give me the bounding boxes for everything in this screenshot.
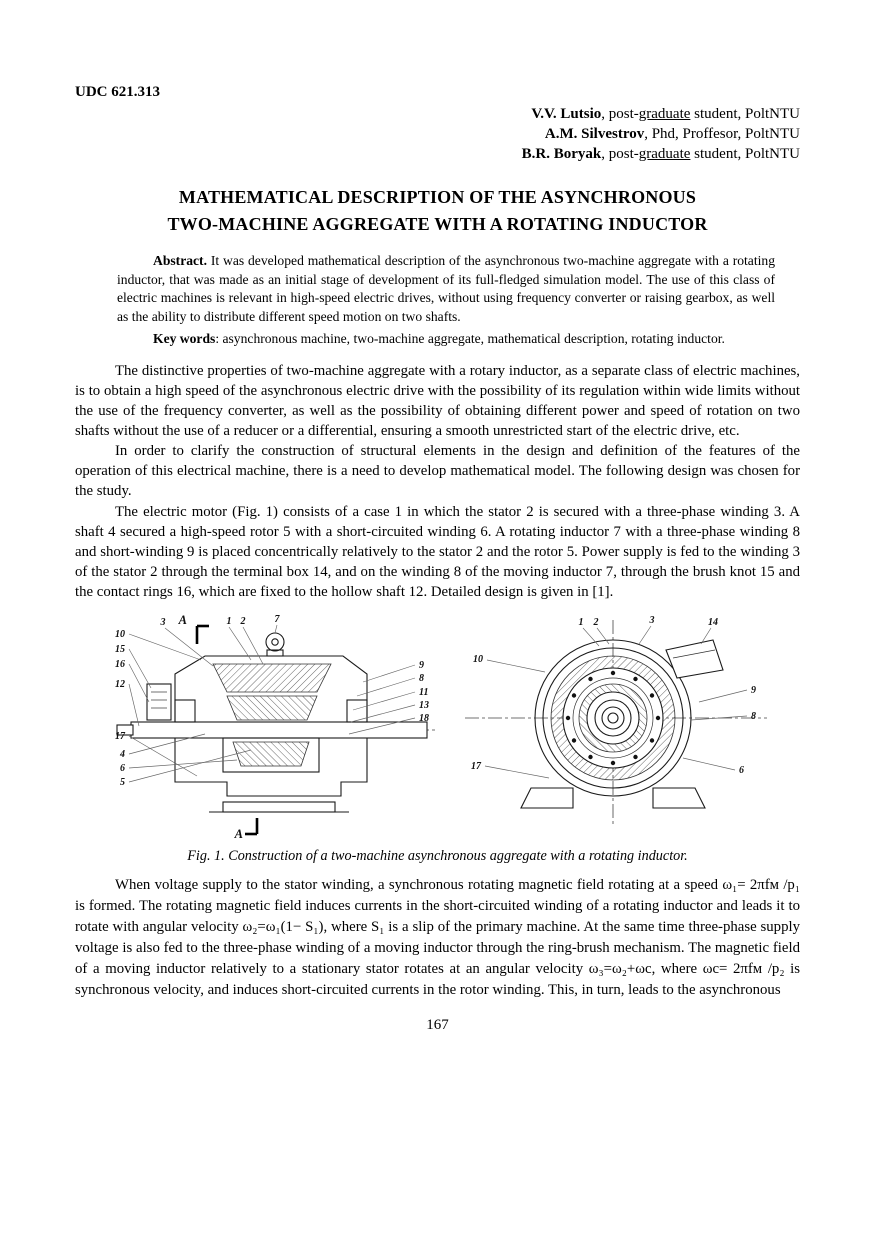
abstract-paragraph [117, 252, 775, 326]
figure-label: 15 [114, 644, 125, 656]
paper-title [85, 184, 790, 238]
author-affiliation: student, PoltNTU [690, 106, 800, 122]
figure-label: 2 [240, 616, 245, 628]
inductor-winding-hatch [227, 696, 317, 720]
figure-label: 1 [226, 616, 231, 628]
figure-label: 11 [418, 687, 428, 699]
figure-label: 8 [418, 673, 424, 685]
bearing-left [175, 700, 195, 722]
rotor-winding-hatch [233, 742, 309, 766]
author-affiliation: , post- [601, 145, 639, 162]
lifting-ring [266, 633, 284, 651]
brush-block [147, 684, 171, 720]
figure-label: 12 [114, 679, 125, 691]
figure-label: 4 [119, 749, 125, 761]
figure-label: 6 [738, 765, 744, 777]
body-paragraph-4: When voltage supply to the stator winding, a synchronous rotating magnetic field rotating at a speed ω₁= 2πfм /p₁ is formed. The rotating magnetic field induces currents in the short-circuited winding of a rotating inductor and leads it to rotate with angular velocity ω₂=ω₁(1− S₁), where S₁ is a slip of the primary machine. At the same time three-phase supply voltage is also fed to the three-phase winding of a moving inductor through the ring-brush mechanism. The magnetic field of a moving inductor relatively to a stationary stator rotates at an angular velocity ω₃=ω₂+ωс, where ωс= 2πfм /p₂ is synchronous velocity, and induces short-circuited currents in the rotor winding. This, in turn, leads to the asynchronous [75, 877, 800, 999]
author-affiliation: , Phd, Proffesor, PoltNTU [644, 125, 800, 142]
figure-label: 1 [578, 617, 583, 629]
body-paragraph-3: The electric motor (Fig. 1) consists of a case 1 in which the stator 2 is secured with a three-phase winding 3. A shaft 4 secured a high-speed rotor 5 with a short-circuited winding 6. A rotating inductor 7 with a three-phase winding 8 and short-winding 9 is placed concentrically relatively to the stator 2 and the rotor 5. Power supply is fed to the winding 3 of the stator 2 through the terminal box 14, and on the winding 8 of the moving inductor 7, through the brush knot 15 and the contact rings 16, which are fixed to the hollow shaft 12. Detailed design is given in [1]. [75, 503, 800, 601]
figure-left-section-view [105, 612, 445, 840]
author-affiliation: , post- [601, 106, 639, 122]
lifting-ring-hole [271, 639, 277, 645]
keywords-label: Key words [153, 331, 216, 347]
figure-label: 16 [114, 659, 125, 671]
author-line [75, 125, 800, 145]
keywords-text: : asynchronous machine, two-machine aggregate, mathematical description, rotating inductor. [215, 331, 725, 347]
figure-label: 14 [707, 617, 718, 629]
page-number: 167 [426, 1017, 449, 1034]
keywords-paragraph [75, 330, 775, 348]
figure-label: 5 [119, 777, 125, 789]
figure-label: 13 [418, 700, 429, 712]
author-block [75, 105, 800, 164]
figure-label: 9 [750, 685, 756, 697]
figure-label: 3 [649, 615, 654, 627]
figure-label: 17 [470, 761, 481, 773]
figure-caption: Fig. 1. Construction of a two-machine asynchronous aggregate with a rotating inductor. [187, 848, 688, 865]
foot-left [521, 788, 573, 808]
abstract-label: Abstract. [153, 253, 207, 269]
figure-label-section-a-bottom: A [234, 827, 243, 841]
terminal-box [666, 640, 723, 678]
author-affiliation-underlined: graduate [638, 145, 691, 162]
figure-label: 17 [114, 731, 125, 743]
author-affiliation: student, PoltNTU [690, 145, 800, 162]
figure-label: 9 [418, 660, 424, 672]
abstract-text: It was developed mathematical description of the asynchronous two-machine aggregate with a rotating inductor, that was made as an initial stage of development of its full-fledged simulation model. The use of this class of electric machines is relevant in high-speed electric drives, without using frequency converter or raising gearbox, as well as the ability to distribute different speed motion on two shafts. [117, 253, 775, 324]
figure-label: 6 [119, 763, 125, 775]
foot-right [653, 788, 705, 808]
body-paragraph-1: The distinctive properties of two-machine aggregate with a rotary inductor, as a separate class of electric machines, is to obtain a high speed of the asynchronous electric drive with the possibility of its regulation within wide limits without the use of the frequency converter, as well as the possibility of obtaining different power and speed of rotation on two shafts without the use of a reducer or a differential, ensuring a smooth unrestricted start of the electric drive, etc. [75, 362, 800, 440]
author-name: A.M. Silvestrov [544, 125, 645, 142]
figure-label: 18 [418, 713, 429, 725]
figure-label: 7 [274, 614, 279, 626]
author-name: B.R. Boryak [521, 145, 602, 162]
figure-label: 10 [114, 629, 125, 641]
figure-label: 8 [750, 711, 756, 723]
author-line [75, 105, 800, 125]
figure-label: 2 [593, 617, 598, 629]
figure-label: 10 [472, 654, 483, 666]
author-affiliation-underlined: graduate [638, 106, 691, 122]
figure-1 [75, 612, 800, 840]
figure-label-section-a-top: A [178, 613, 187, 628]
paper-title-line1: MATHEMATICAL DESCRIPTION OF THE ASYNCHRONOUS [178, 187, 697, 208]
author-name: V.V. Lutsio [531, 106, 602, 122]
mounting-base [223, 802, 335, 812]
body-paragraph-2: In order to clarify the construction of structural elements in the design and definition of the features of the operation of this electrical machine, there is a need to develop mathematical model. The following design was chosen for the study. [75, 443, 800, 500]
udc-code: UDC 621.313 [75, 84, 160, 100]
author-line [75, 145, 800, 165]
figure-right-front-view [461, 612, 771, 840]
figure-label: 3 [160, 617, 165, 629]
shaft [131, 722, 427, 738]
paper-title-line2: TWO-MACHINE AGGREGATE WITH A ROTATING INDUCTOR [167, 214, 708, 235]
stator-winding-hatch [213, 664, 331, 692]
